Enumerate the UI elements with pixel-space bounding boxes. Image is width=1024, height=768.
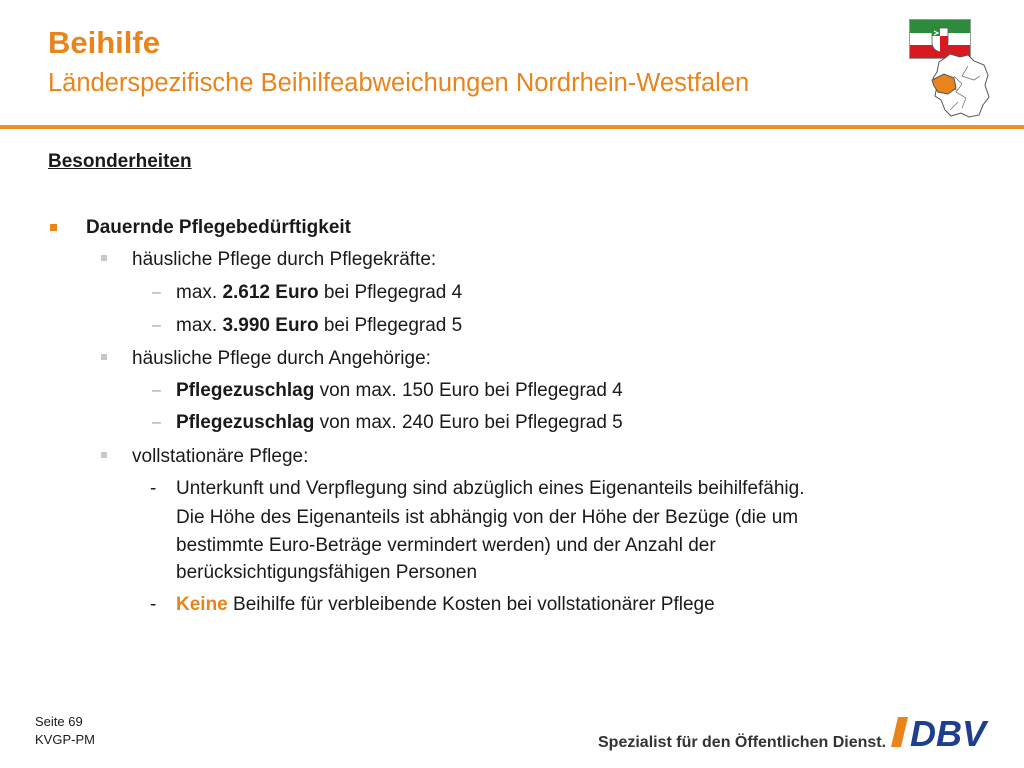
dash-bullet-icon: –: [152, 284, 161, 301]
topic-heading: Dauernde Pflegebedürftigkeit: [86, 217, 351, 238]
dash-bullet-icon: –: [152, 317, 161, 334]
germany-map-nrw-icon: [928, 52, 992, 122]
list-item-line: Unterkunft und Verpflegung sind abzüglich eines Eigenanteils beihilfefähig.: [176, 478, 805, 499]
list-item: Pflegezuschlag von max. 150 Euro bei Pflegegrad 4: [176, 380, 623, 401]
slide-title: Beihilfe: [48, 25, 160, 60]
bullet-square-icon: [101, 255, 107, 261]
dash-bullet-icon: –: [152, 382, 161, 399]
block-label: vollstationäre Pflege:: [132, 446, 309, 467]
section-heading: Besonderheiten: [48, 151, 192, 172]
list-item-line: Die Höhe des Eigenanteils ist abhängig von der Höhe der Bezüge (die um: [176, 507, 799, 528]
bullet-square-icon: [101, 354, 107, 360]
bullet-square-icon: [50, 224, 57, 231]
dash-bullet-icon: -: [150, 594, 157, 615]
dash-bullet-icon: -: [150, 478, 157, 499]
list-item: max. 3.990 Euro bei Pflegegrad 5: [176, 315, 463, 336]
list-item: Pflegezuschlag von max. 240 Euro bei Pflegegrad 5: [176, 412, 623, 433]
company-slogan: Spezialist für den Öffentlichen Dienst.: [598, 734, 887, 751]
block-label: häusliche Pflege durch Angehörige:: [132, 348, 431, 369]
header-divider: [0, 125, 1024, 129]
dash-bullet-icon: –: [152, 414, 161, 431]
dbv-logo: [888, 714, 1004, 750]
list-item: max. 2.612 Euro bei Pflegegrad 4: [176, 282, 463, 303]
list-item-line: bestimmte Euro-Beträge vermindert werden) und der Anzahl der: [176, 535, 716, 556]
list-item: Keine Beihilfe für verbleibende Kosten bei vollstationärer Pflege: [176, 594, 715, 615]
page-number: Seite 69: [35, 714, 83, 729]
bullet-square-icon: [101, 452, 107, 458]
document-code: KVGP-PM: [35, 732, 95, 747]
svg-text:DBV: DBV: [910, 714, 987, 750]
slide-subtitle: Länderspezifische Beihilfeabweichungen Nordrhein-Westfalen: [48, 69, 750, 97]
block-label: häusliche Pflege durch Pflegekräfte:: [132, 249, 437, 270]
list-item-line: berücksichtigungsfähigen Personen: [176, 562, 478, 583]
